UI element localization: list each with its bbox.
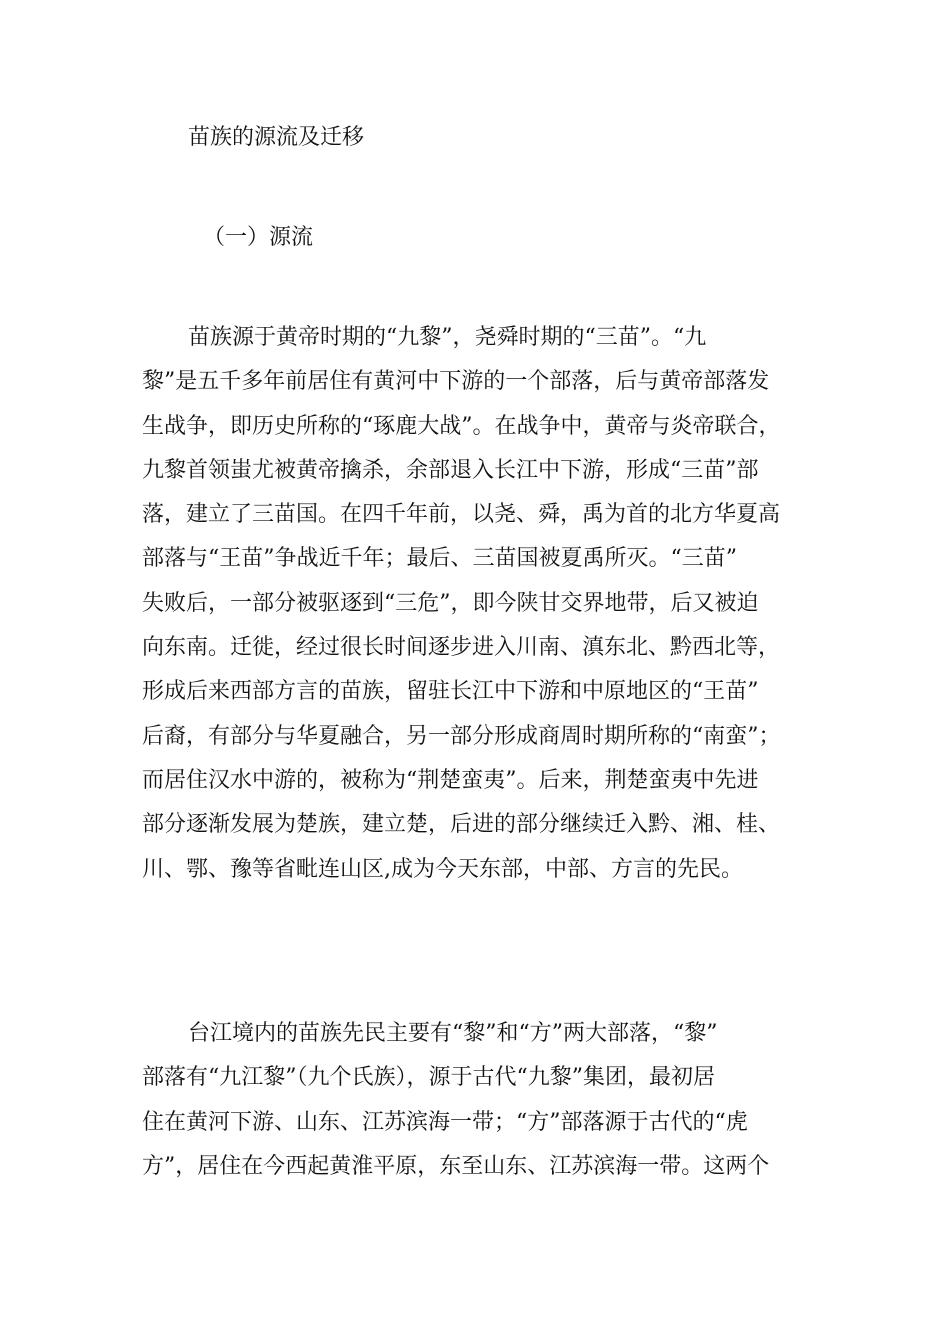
text-line: 后裔，有部分与华夏融合，另一部分形成商周时期所称的“南蛮”；	[142, 723, 781, 749]
text-line: 而居住汉水中游的，被称为“荆楚蛮夷”。后来，荆楚蛮夷中先进	[142, 767, 759, 793]
text-line: 台江境内的苗族先民主要有“黎”和“方”两大部落，“黎”	[188, 1021, 718, 1046]
text-line: 方”，居住在今西起黄淮平原，东至山东、江苏滨海一带。这两个	[142, 1153, 770, 1179]
text-line: 川、鄂、豫等省毗连山区,成为今天东部，中部、方言的先民。	[142, 856, 743, 882]
text-line: 部分逐渐发展为楚族，建立楚，后进的部分继续迁入黔、湘、桂、	[142, 812, 781, 838]
text-line: 黎”是五千多年前居住有黄河中下游的一个部落，后与黄帝部落发	[142, 369, 770, 395]
text-line: 落，建立了三苗国。在四千年前，以尧、舜，禹为首的北方华夏高	[142, 502, 781, 528]
section-heading: （一）源流	[203, 225, 314, 250]
text-line: 部落有“九江黎”（九个氏族），源于古代“九黎”集团，最初居	[142, 1065, 715, 1091]
text-line: 住在黄河下游、山东、江苏滨海一带；“方”部落源于古代的“虎	[142, 1109, 748, 1135]
text-line: 失败后，一部分被驱逐到“三危”，即今陕甘交界地带，后又被迫	[142, 590, 759, 616]
text-line: 九黎首领蚩尤被黄帝擒杀，余部退入长江中下游，形成“三苗”部	[142, 457, 759, 483]
text-line: 生战争，即历史所称的“琢鹿大战”。在战争中，黄帝与炎帝联合，	[142, 413, 781, 439]
text-line: 向东南。迁徙，经过很长时间逐步进入川南、滇东北、黔西北等，	[142, 635, 781, 661]
text-line: 部落与“王苗”争战近千年；最后、三苗国被夏禹所灭。“三苗”	[142, 546, 737, 572]
text-line: 形成后来西部方言的苗族，留驻长江中下游和中原地区的“王苗”	[142, 679, 759, 705]
paragraph-origins	[142, 322, 781, 898]
paragraph-taijiang-ancestors	[142, 1018, 769, 1195]
text-line: 苗族源于黄帝时期的“九黎”，尧舜时期的“三苗”。“九	[188, 325, 707, 350]
document-title: 苗族的源流及迁移	[188, 125, 365, 150]
